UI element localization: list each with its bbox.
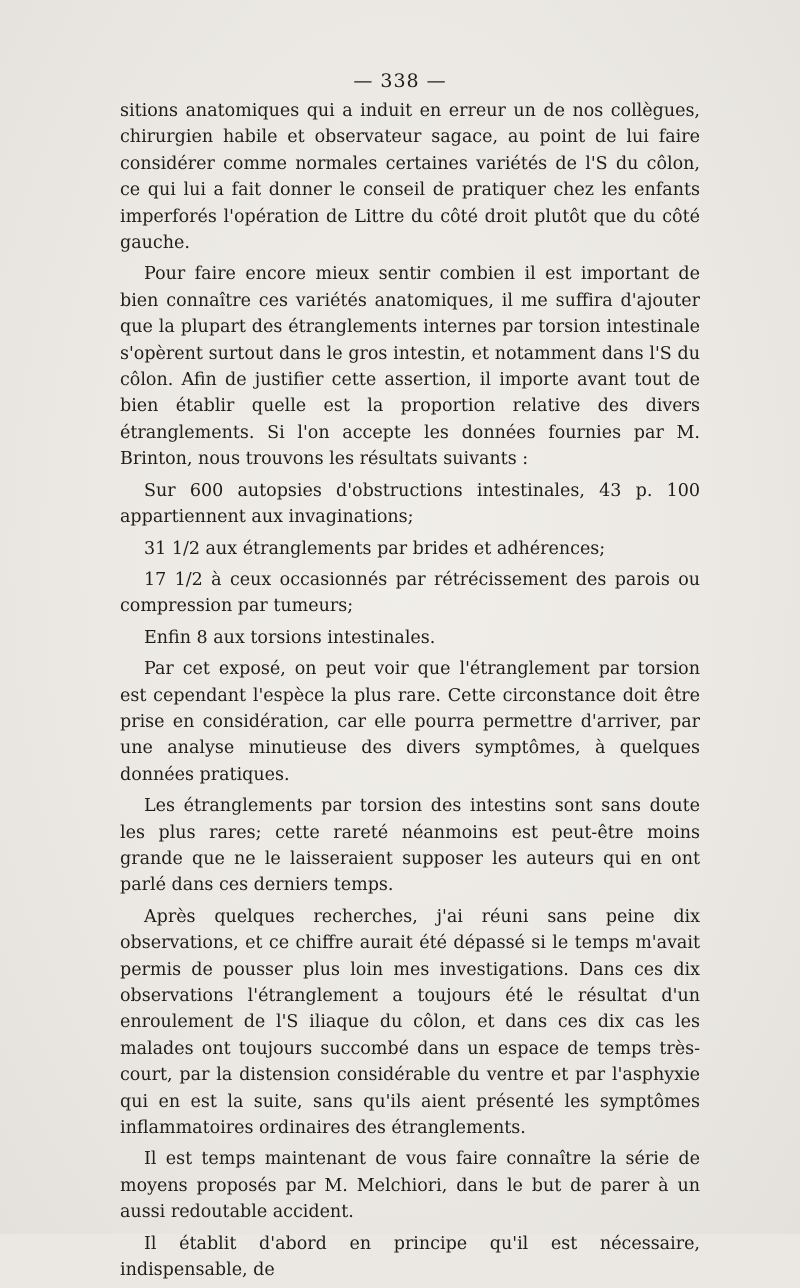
paragraph-statistics: 31 1/2 aux étranglements par brides et adhérences; [144,538,606,559]
paragraph-statistics: Sur 600 autopsies d'obstructions intestinales, 43 p. 100 appartiennent aux invaginations; [120,480,700,528]
paragraph-continues: Il établit d'abord en principe qu'il est nécessaire, indispensable, de [120,1233,700,1281]
paragraph: Il est temps maintenant de vous faire connaître la série de moyens proposés par M. Melchiori, dans le but de parer à un aussi redoutable accident. [120,1149,700,1223]
paragraph: Les étranglements par torsion des intestins sont sans doute les plus rares; cette rareté néanmoins est peut-être moins grande que ne le laisseraient supposer les auteurs qui en ont parlé dans ces derniers temps. [120,796,700,896]
paragraph: Pour faire encore mieux sentir combien il est important de bien connaître ces variétés anatomiques, il me suffira d'ajouter que la plupart des étranglements internes par torsion intestinale s'opèrent surtout dans le gros intestin, et notamment dans l'S du côlon. Afin de justifier cette assertion, il importe avant tout de bien établir quelle est la proportion relative des divers étranglements. Si l'on accepte les données fournies par M. Brinton, nous trouvons les résultats suivants : [120,264,700,470]
page-number: — 338 — [353,70,447,92]
paragraph-statistics: Enfin 8 aux torsions intestinales. [144,627,436,648]
paragraph-statistics: 17 1/2 à ceux occasionnés par rétrécissement des parois ou compression par tumeurs; [120,569,700,617]
paragraph: Après quelques recherches, j'ai réuni sans peine dix observations, et ce chiffre aurait été dépassé si le temps m'avait permis de pousser plus loin mes investigations. Dans ces dix observations l'étranglement a toujours été le résultat d'un enroulement de l'S iliaque du côlon, et dans ces dix cas les malades ont toujours succombé dans un espace de temps très-court, par la distension considérable du ventre et par l'asphyxie qui en est la suite, sans qu'ils aient présenté les symptômes inflammatoires ordinaires des étranglements. [120,906,700,1139]
paragraph: Par cet exposé, on peut voir que l'étranglement par torsion est cependant l'espèce la plus rare. Cette circonstance doit être prise en considération, car elle pourra permettre d'arriver, par une analyse minutieuse des divers symptômes, à quelques données pratiques. [120,659,700,785]
body-text [120,98,700,1288]
paragraph-continued: sitions anatomiques qui a induit en erreur un de nos collègues, chirurgien habile et observateur sagace, au point de lui faire considérer comme normales certaines variétés de l'S du côlon, ce qui lui a fait donner le conseil de pratiquer chez les enfants imperforés l'opération de Littre du côté droit plutôt que du côté gauche. [120,101,700,254]
